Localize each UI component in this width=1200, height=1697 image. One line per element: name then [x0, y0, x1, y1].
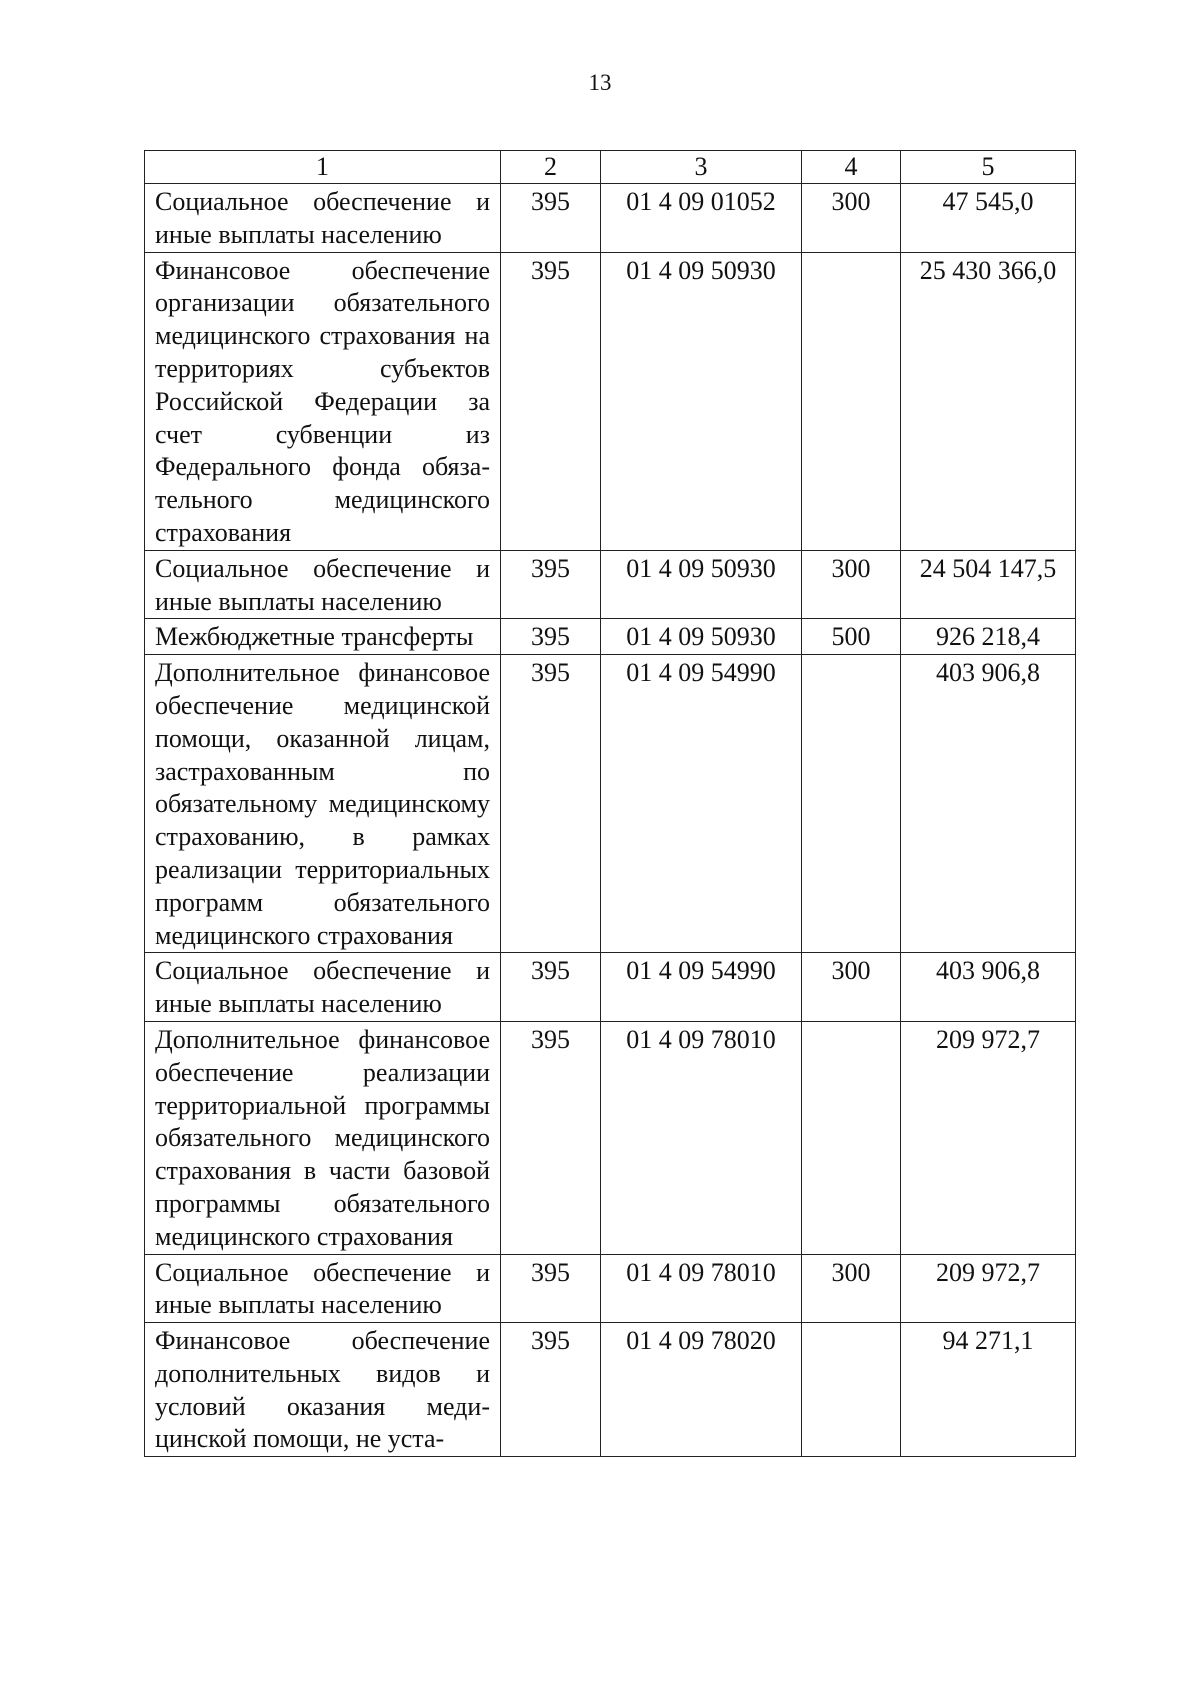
- table-row: [145, 184, 1076, 253]
- expense-type-cell: [802, 252, 901, 550]
- expense-type-cell: [802, 655, 901, 953]
- amount-cell: 47 545,0: [901, 184, 1076, 253]
- column-header: 5: [901, 151, 1076, 184]
- amount-cell: 926 218,4: [901, 619, 1076, 655]
- target-article-cell: 01 4 09 78020: [601, 1323, 802, 1457]
- target-article-cell: 01 4 09 54990: [601, 953, 802, 1022]
- ministry-code-cell: 395: [501, 1254, 601, 1323]
- ministry-code-cell: 395: [501, 1021, 601, 1254]
- table-row: [145, 1323, 1076, 1457]
- expense-type-cell: 500: [802, 619, 901, 655]
- table-row: [145, 1021, 1076, 1254]
- table-row: [145, 619, 1076, 655]
- target-article-cell: 01 4 09 78010: [601, 1254, 802, 1323]
- ministry-code-cell: 395: [501, 1323, 601, 1457]
- target-article-cell: 01 4 09 50930: [601, 252, 802, 550]
- expense-type-cell: [802, 1021, 901, 1254]
- table-row: [145, 550, 1076, 619]
- item-name-cell: Социальное обеспечение и иные выплаты населению: [145, 1254, 501, 1323]
- item-name-cell: Дополнительное финансовое обеспечение реализации территориальной программы обязательного медицинского страхования в части базовой программы обязательного медицинского страхования: [145, 1021, 501, 1254]
- target-article-cell: 01 4 09 54990: [601, 655, 802, 953]
- expense-type-cell: 300: [802, 184, 901, 253]
- target-article-cell: 01 4 09 78010: [601, 1021, 802, 1254]
- item-name-cell: Социальное обеспечение и иные выплаты населению: [145, 184, 501, 253]
- ministry-code-cell: 395: [501, 619, 601, 655]
- item-name-cell: Дополнительное финансовое обеспечение медицинской помощи, оказанной лицам, застрахованным по обязательному медицинскому страхованию, в рамках реализации территориальных программ обязательного медицинского страхования: [145, 655, 501, 953]
- expense-type-cell: 300: [802, 953, 901, 1022]
- item-name-cell: Межбюджетные трансферты: [145, 619, 501, 655]
- ministry-code-cell: 395: [501, 184, 601, 253]
- item-name-cell: Социальное обеспечение и иные выплаты населению: [145, 953, 501, 1022]
- amount-cell: 403 906,8: [901, 953, 1076, 1022]
- column-header: 1: [145, 151, 501, 184]
- target-article-cell: 01 4 09 50930: [601, 550, 802, 619]
- item-name-cell: Финансовое обеспечение дополнительных видов и условий оказания медицинской помощи, не уста-: [145, 1323, 501, 1457]
- item-name-cell: Социальное обеспечение и иные выплаты населению: [145, 550, 501, 619]
- column-header: 4: [802, 151, 901, 184]
- table-row: [145, 655, 1076, 953]
- table-row: [145, 1254, 1076, 1323]
- ministry-code-cell: 395: [501, 252, 601, 550]
- expense-type-cell: 300: [802, 1254, 901, 1323]
- budget-table: [144, 150, 1076, 1457]
- amount-cell: 25 430 366,0: [901, 252, 1076, 550]
- column-header: 3: [601, 151, 802, 184]
- ministry-code-cell: 395: [501, 550, 601, 619]
- amount-cell: 209 972,7: [901, 1021, 1076, 1254]
- amount-cell: 24 504 147,5: [901, 550, 1076, 619]
- table-header-row: [145, 151, 1076, 184]
- amount-cell: 403 906,8: [901, 655, 1076, 953]
- amount-cell: 209 972,7: [901, 1254, 1076, 1323]
- column-header: 2: [501, 151, 601, 184]
- target-article-cell: 01 4 09 01052: [601, 184, 802, 253]
- table-row: [145, 252, 1076, 550]
- page-number: 13: [588, 70, 612, 95]
- table-row: [145, 953, 1076, 1022]
- expense-type-cell: [802, 1323, 901, 1457]
- ministry-code-cell: 395: [501, 655, 601, 953]
- expense-type-cell: 300: [802, 550, 901, 619]
- amount-cell: 94 271,1: [901, 1323, 1076, 1457]
- target-article-cell: 01 4 09 50930: [601, 619, 802, 655]
- item-name-cell: Финансовое обеспечение организации обязательного медицинского страхования на территориях субъектов Российской Федерации за счет субвенции из Федерального фонда обязательного медицинского страхования: [145, 252, 501, 550]
- ministry-code-cell: 395: [501, 953, 601, 1022]
